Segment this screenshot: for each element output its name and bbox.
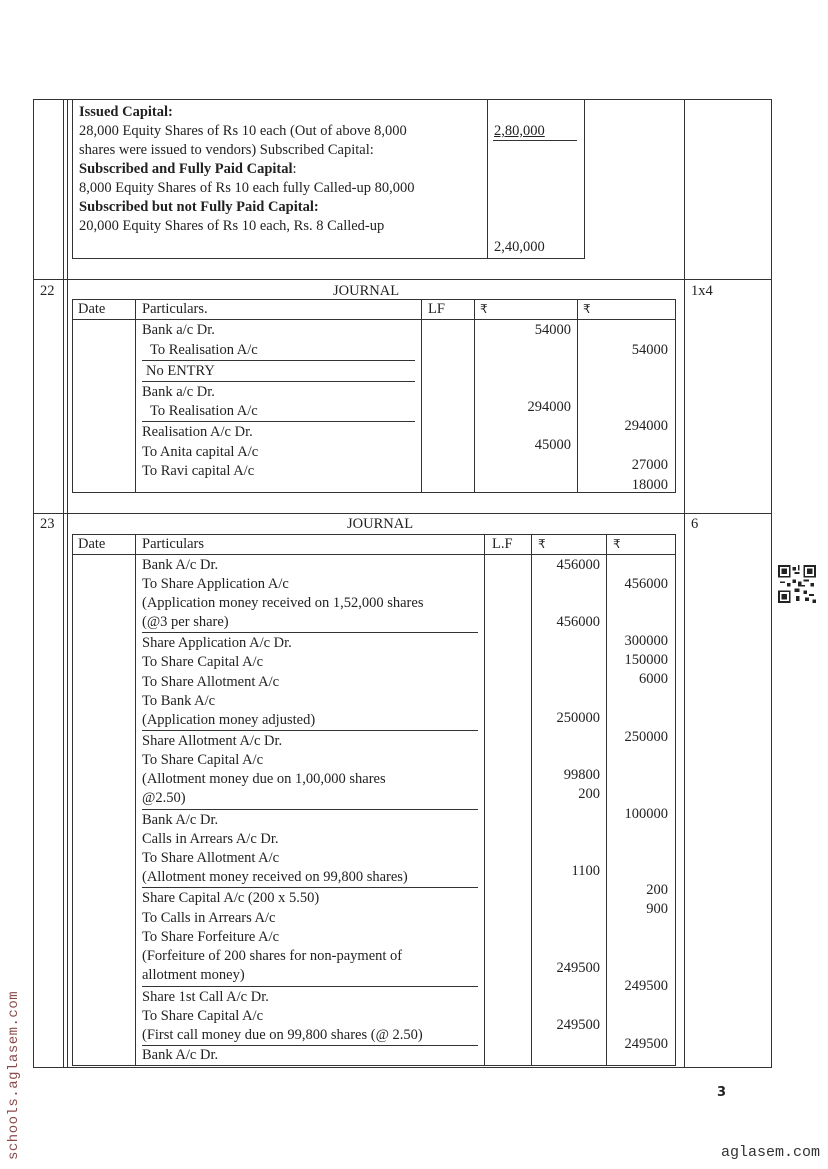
col-particulars-divider — [484, 534, 485, 1066]
particular-line: (First call money due on 99,800 shares (@ 2.50) — [142, 1027, 423, 1043]
particular-line: To Bank A/c — [142, 693, 216, 709]
particular-line: To Realisation A/c — [150, 403, 258, 419]
row-divider-22 — [33, 279, 772, 280]
row-divider-23 — [33, 513, 772, 514]
particular-line: Bank a/c Dr. — [142, 384, 215, 400]
credit-amount: 18000 — [631, 477, 668, 493]
particular-line: Bank a/c Dr. — [142, 322, 215, 338]
debit-amount: 1100 — [571, 863, 600, 879]
header-date: Date — [78, 536, 106, 552]
particular-line: (Application money received on 1,52,000 shares — [142, 595, 424, 611]
journal-header-divider — [72, 554, 676, 555]
capital-line: 8,000 Equity Shares of Rs 10 each fully Called-up 80,000 — [79, 180, 415, 196]
debit-amount: 456000 — [556, 557, 600, 573]
particular-line: Calls in Arrears A/c Dr. — [142, 831, 279, 847]
particular-line: Bank A/c Dr. — [142, 557, 219, 573]
watermark-bottom: aglasem.com — [720, 1144, 820, 1161]
entry-separator — [142, 730, 478, 731]
amount-issued: 2,80,000 — [494, 123, 545, 139]
credit-amount: 294000 — [624, 418, 668, 434]
particular-line: To Anita capital A/c — [142, 444, 259, 460]
entry-separator — [142, 986, 478, 987]
journal-title-23: JOURNAL — [347, 516, 414, 532]
col-date-divider — [135, 534, 136, 1066]
particular-line: To Ravi capital A/c — [142, 463, 255, 479]
credit-amount: 54000 — [631, 342, 668, 358]
qnum-divider-2 — [67, 99, 68, 1068]
subscribed-fully-paid-heading — [79, 160, 297, 179]
qnum-divider — [63, 99, 64, 1068]
debit-amount: 200 — [578, 786, 600, 802]
debit-amount: 45000 — [534, 437, 571, 453]
col-debit-divider — [606, 534, 607, 1066]
header-debit-rupee: ₹ — [538, 537, 546, 551]
credit-amount: 27000 — [631, 457, 668, 473]
credit-amount: 900 — [646, 901, 668, 917]
entry-separator — [142, 887, 478, 888]
particular-line: To Share Capital A/c — [142, 1008, 263, 1024]
capital-line: 28,000 Equity Shares of Rs 10 each (Out of above 8,000 — [79, 123, 407, 139]
col-lf-divider — [474, 299, 475, 493]
header-debit-rupee: ₹ — [480, 302, 488, 316]
particular-line: To Share Forfeiture A/c — [142, 929, 280, 945]
watermark-side: schools.aglasem.com — [6, 990, 22, 1160]
question-number-22: 22 — [40, 283, 55, 299]
credit-amount: 300000 — [624, 633, 668, 649]
debit-amount: 99800 — [563, 767, 600, 783]
particular-line: To Share Application A/c — [142, 576, 289, 592]
particular-line: (Allotment money received on 99,800 shares) — [142, 869, 408, 885]
particular-line: No ENTRY — [146, 363, 215, 379]
credit-amount: 200 — [646, 882, 668, 898]
credit-amount: 250000 — [624, 729, 668, 745]
debit-amount: 250000 — [556, 710, 600, 726]
particular-line: (@3 per share) — [142, 614, 229, 630]
header-date: Date — [78, 301, 106, 317]
page-number: 3 — [717, 1085, 727, 1100]
particular-line: allotment money) — [142, 967, 245, 983]
marks-divider — [684, 99, 685, 1068]
entry-separator — [142, 632, 478, 633]
entry-separator — [142, 381, 415, 382]
heading-suffix: : — [292, 161, 297, 177]
credit-amount: 150000 — [624, 652, 668, 668]
capital-line: 20,000 Equity Shares of Rs 10 each, Rs. 8 Called-up — [79, 218, 385, 234]
particular-line: Bank A/c Dr. — [142, 812, 219, 828]
particular-line: Realisation A/c Dr. — [142, 424, 253, 440]
col-date-divider — [135, 299, 136, 493]
header-lf: L.F — [492, 536, 513, 552]
credit-amount: 456000 — [624, 576, 668, 592]
particular-line: Share Capital A/c (200 x 5.50) — [142, 890, 320, 906]
particular-line: Share Application A/c Dr. — [142, 635, 292, 651]
header-credit-rupee: ₹ — [583, 302, 591, 316]
header-particulars: Particulars. — [142, 301, 208, 317]
particular-line: To Share Capital A/c — [142, 752, 263, 768]
debit-amount: 54000 — [534, 322, 571, 338]
col-lf-divider — [531, 534, 532, 1066]
particular-line: To Share Allotment A/c — [142, 850, 280, 866]
capital-line: shares were issued to vendors) Subscribed Capital: — [79, 142, 374, 158]
particular-line: (Application money adjusted) — [142, 712, 316, 728]
subscribed-not-fully-paid-heading: Subscribed but not Fully Paid Capital: — [79, 199, 319, 215]
particular-line: To Share Allotment A/c — [142, 674, 280, 690]
credit-amount: 100000 — [624, 806, 668, 822]
question-number-23: 23 — [40, 516, 55, 532]
particular-line: Bank A/c Dr. — [142, 1047, 219, 1063]
particular-line: (Forfeiture of 200 shares for non-payment of — [142, 948, 403, 964]
particular-line: To Share Capital A/c — [142, 654, 263, 670]
header-particulars: Particulars — [142, 536, 205, 552]
issued-capital-heading: Issued Capital: — [79, 104, 173, 120]
credit-amount: 6000 — [639, 671, 668, 687]
col-debit-divider — [577, 299, 578, 493]
marks-22: 1x4 — [691, 283, 713, 299]
particular-line: Share 1st Call A/c Dr. — [142, 989, 269, 1005]
credit-amount: 249500 — [624, 978, 668, 994]
journal-header-divider — [72, 319, 676, 320]
heading-text: Subscribed and Fully Paid Capital — [79, 161, 293, 177]
particular-line: @2.50) — [142, 790, 186, 806]
header-credit-rupee: ₹ — [613, 537, 621, 551]
col-particulars-divider — [421, 299, 422, 493]
entry-separator — [142, 360, 415, 361]
marks-23: 6 — [691, 516, 699, 532]
particular-line: (Allotment money due on 1,00,000 shares — [142, 771, 386, 787]
particular-line: To Calls in Arrears A/c — [142, 910, 276, 926]
debit-amount: 249500 — [556, 1017, 600, 1033]
qr-code-icon — [778, 565, 816, 603]
entry-separator — [142, 421, 415, 422]
particular-line: Share Allotment A/c Dr. — [142, 733, 283, 749]
debit-amount: 456000 — [556, 614, 600, 630]
credit-amount: 249500 — [624, 1036, 668, 1052]
debit-amount: 294000 — [527, 399, 571, 415]
amount-subscribed: 2,40,000 — [494, 239, 545, 255]
debit-amount: 249500 — [556, 960, 600, 976]
capital-amount-divider — [487, 99, 488, 259]
journal-title-22: JOURNAL — [333, 283, 400, 299]
header-lf: LF — [428, 301, 445, 317]
particular-line: To Realisation A/c — [150, 342, 258, 358]
entry-separator — [142, 809, 478, 810]
